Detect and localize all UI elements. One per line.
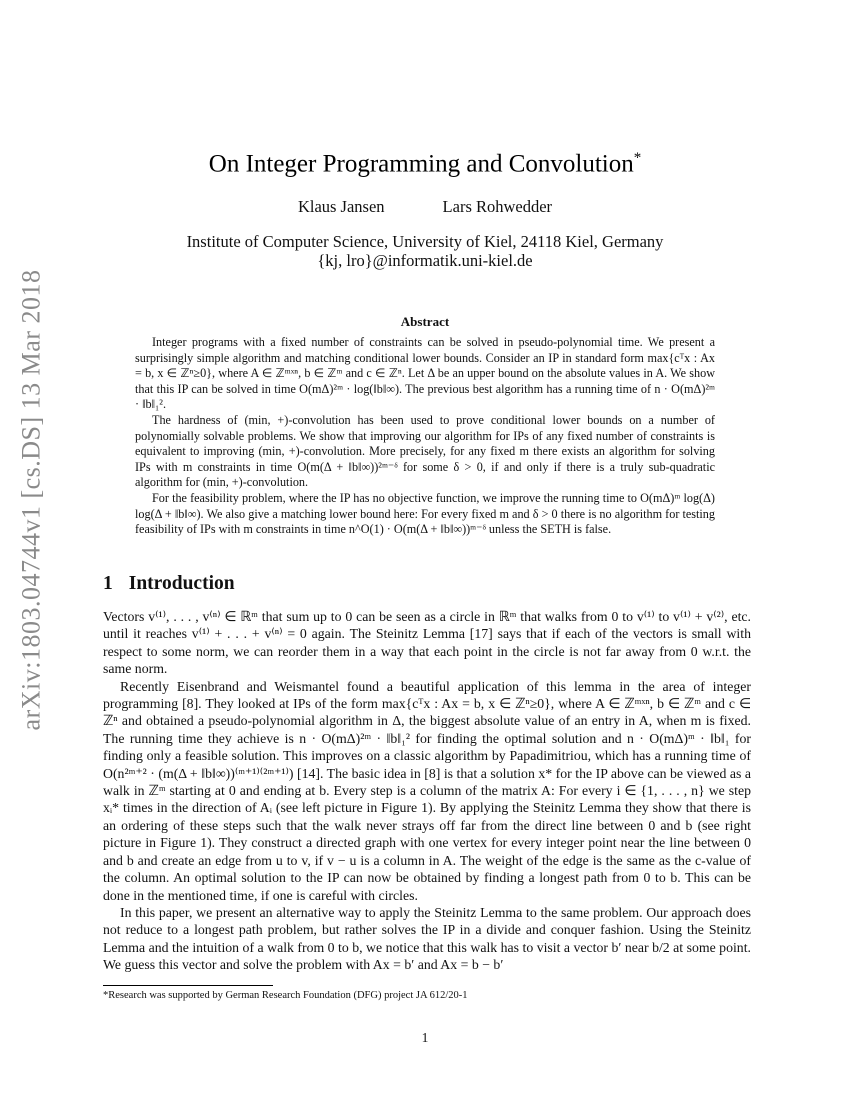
footnote: *Research was supported by German Research Foundation (DFG) project JA 612/20-1 [103, 990, 468, 1001]
abstract-heading: Abstract [400, 314, 450, 329]
arxiv-sidebar-stamp [14, 265, 48, 735]
body-paragraph: Recently Eisenbrand and Weismantel found a beautiful application of this lemma in the area of integer programming [8]. They looked at IPs of the form max{cᵀx : Ax = b, x ∈ ℤⁿ≥0}, where A ∈ ℤᵐˣⁿ, b ∈ ℤᵐ and c ∈ ℤⁿ and obtained a pseudo-polynomial algorithm in Δ, the biggest absolute value of an entry in A, when m is fixed. The running time they achieve is n · O(mΔ)²ᵐ · ‖b‖₁² for finding the optimal solution and n · O(mΔ)ᵐ · ‖b‖₁ for finding only a feasible solution. This improves on a classic algorithm by Papadimitriou, which has a running time of O(n²ᵐ⁺² · (m(Δ + ‖b‖∞))⁽ᵐ⁺¹⁾⁽²ᵐ⁺¹⁾) [14]. The basic idea in [8] is that a solution x* for the IP above can be viewed as a walk in ℤᵐ starting at 0 and ending at b. Every step is a column of the matrix A: For every i ∈ {1, . . . , n} we step xᵢ* times in the direction of Aᵢ (see left picture in Figure 1). By applying the Steinitz Lemma they show that there is an ordering of these steps such that the walk never strays off far from the direct line between 0 and b (see right picture in Figure 1). They construct a directed graph with one vertex for every integer point near the line between 0 and b and create an edge from u to v, if v − u is a column in A. The weight of the edge is the same as the c-value of the column. An optimal solution to the IP can now be obtained by finding a longest path from 0 to b. This can be done in the mentioned time, if one is careful with circles. [103, 678, 751, 903]
section-heading [103, 573, 235, 595]
body-paragraph: In this paper, we present an alternative way to apply the Steinitz Lemma to the same problem. Our approach does not reduce to a longest path problem, but rather solves the IP in a divide and conquer fashion. Using the Steinitz Lemma and the intuition of a walk from 0 to b, we notice that this walk has to visit a vector b′ near b/2 at some point. We guess this vector and solve the problem with Ax = b′ and Ax = b − b′ [103, 904, 751, 973]
author-name: Lars Rohwedder [442, 197, 553, 216]
page-number: 1 [421, 1030, 429, 1045]
section-number: 1 [103, 573, 113, 594]
paper-title [0, 150, 850, 178]
section-title: Introduction [128, 573, 235, 594]
body-paragraph: Vectors v⁽¹⁾, . . . , v⁽ⁿ⁾ ∈ ℝᵐ that sum up to 0 can be seen as a circle in ℝᵐ that walks from 0 to v⁽¹⁾ to v⁽¹⁾ + v⁽²⁾, etc. until it reaches v⁽¹⁾ + . . . + v⁽ⁿ⁾ = 0 again. The Steinitz Lemma [17] says that if each of the vectors is small with respect to some norm, we can reorder them in a way that each point in the circle is not far away from 0 w.r.t. the same norm. [103, 609, 751, 677]
abstract-paragraph: The hardness of (min, +)-convolution has been used to prove conditional lower bounds on a number of polynomially solvable problems. We show that improving our algorithm for IPs of any fixed number of constraints is equivalent to improving (min, +)-convolution. More precisely, for any fixed m there exists an algorithm for solving IPs with m constraints in time O(m(Δ + ‖b‖∞))²ᵐ⁻ᵟ for some δ > 0, if and only if there is a truly sub-quadratic algorithm for (min, +)-convolution. [135, 412, 715, 490]
paper-title-text: On Integer Programming and Convolution [208, 150, 634, 178]
body-text [103, 608, 751, 974]
title-footnote-mark: * [633, 150, 642, 166]
author-name: Klaus Jansen [297, 197, 385, 216]
footnote-rule [103, 985, 273, 986]
author-list [0, 197, 850, 217]
abstract-paragraph: Integer programs with a fixed number of constraints can be solved in pseudo-polynomial time. We present a surprisingly simple algorithm and matching conditional lower bounds. Consider an IP in standard form max{cᵀx : Ax = b, x ∈ ℤⁿ≥0}, where A ∈ ℤᵐˣⁿ, b ∈ ℤᵐ and c ∈ ℤⁿ. Let Δ be an upper bound on the absolute values in A. We show that this IP can be solved in time O(mΔ)²ᵐ · log(‖b‖∞). The previous best algorithm has a running time of n · O(mΔ)²ᵐ · ‖b‖₁². [135, 335, 715, 412]
abstract-paragraph: For the feasibility problem, where the IP has no objective function, we improve the running time to O(mΔ)ᵐ log(Δ) log(Δ + ‖b‖∞). We also give a matching lower bound here: For every fixed m and δ > 0 there is no algorithm for testing feasibility of IPs with m constraints in time n^O(1) · O(m(Δ + ‖b‖∞))ᵐ⁻ᵟ unless the SETH is false. [135, 490, 715, 537]
affiliation-block [0, 232, 850, 270]
affiliation: Institute of Computer Science, University of Kiel, 24118 Kiel, Germany [186, 232, 664, 251]
author-email: {kj, lro}@informatik.uni-kiel.de [317, 251, 533, 270]
abstract-body [135, 335, 715, 538]
arxiv-identifier: arXiv:1803.04744v1 [cs.DS] 13 Mar 2018 [16, 269, 46, 731]
